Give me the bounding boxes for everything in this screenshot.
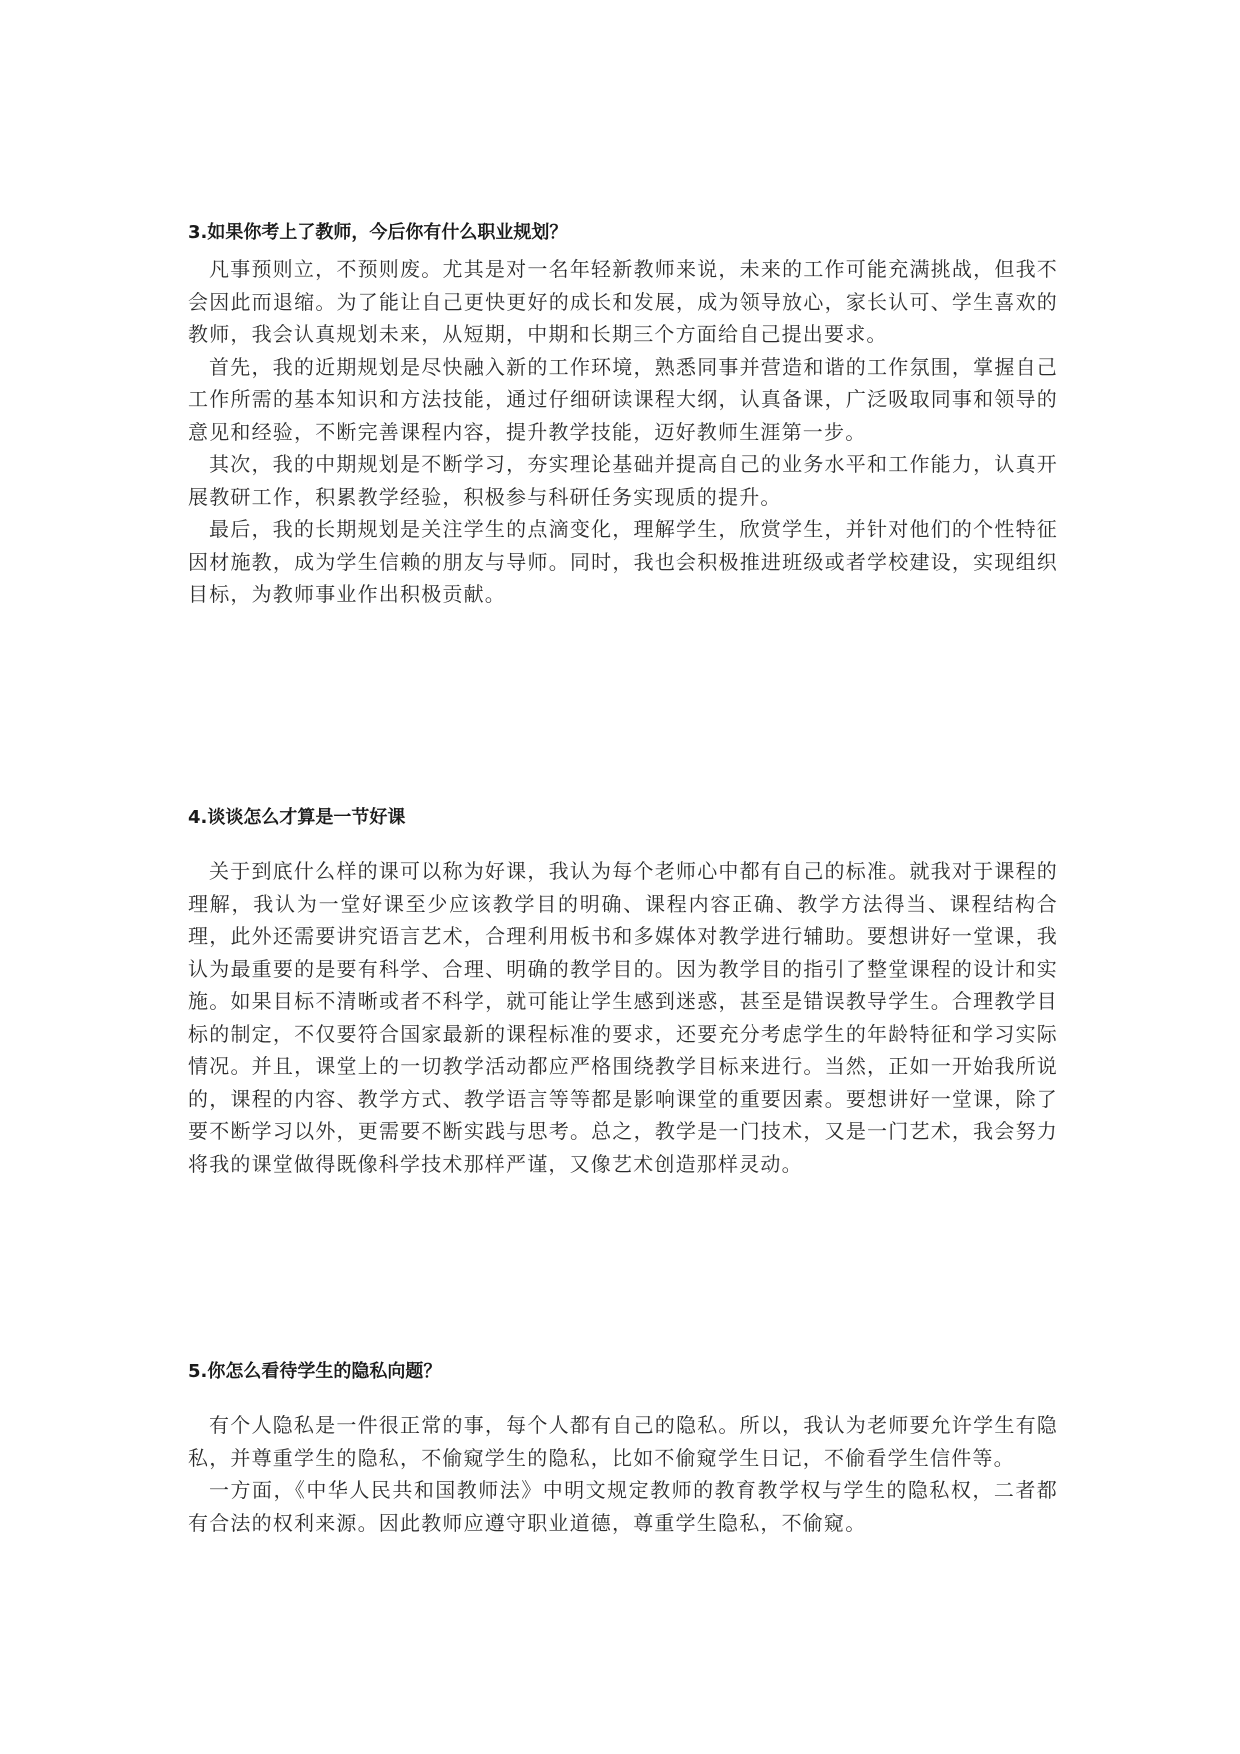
answer-paragraph: 首先，我的近期规划是尽快融入新的工作环境，熟悉同事并营造和谐的工作氛围，掌握自己工作所需的基本知识和方法技能，通过仔细研读课程大纲，认真备课，广泛吸取同事和领导的意见和经验，不断完善课程内容，提升教学技能，迈好教师生涯第一步。 [188, 354, 1058, 444]
answer-paragraph: 关于到底什么样的课可以称为好课，我认为每个老师心中都有自己的标准。就我对于课程的理解，我认为一堂好课至少应该教学目的明确、课程内容正确、教学方法得当、课程结构合理，此外还需要讲究语言艺术，合理利用板书和多媒体对教学进行辅助。要想讲好一堂课，我认为最重要的是要有科学、合理、明确的教学目的。因为教学目的指引了整堂课程的设计和实施。如果目标不清晰或者不科学，就可能让学生感到迷惑，甚至是错误教导学生。合理教学目标的制定，不仅要符合国家最新的课程标准的要求，还要充分考虑学生的年龄特征和学习实际情况。并且，课堂上的一切教学活动都应严格围绕教学目标来进行。当然，正如一开始我所说的，课程的内容、教学方式、教学语言等等都是影响课堂的重要因素。要想讲好一堂课，除了要不断学习以外，更需要不断实践与思考。总之，教学是一门技术，又是一门艺术，我会努力将我的课堂做得既像科学技术那样严谨，又像艺术创造那样灵动。 [188, 859, 1058, 1176]
question-heading: 3.如果你考上了教师，今后你有什么职业规划？ [188, 222, 568, 243]
question-section-5 [188, 1360, 1058, 1539]
answer-body [188, 253, 1058, 611]
answer-paragraph: 其次，我的中期规划是不断学习，夯实理论基础并提高自己的业务水平和工作能力，认真开展教研工作，积累教学经验，积极参与科研任务实现质的提升。 [188, 452, 1058, 509]
answer-body [188, 855, 1058, 1180]
question-heading: 4.谈谈怎么才算是一节好课 [188, 807, 406, 828]
answer-paragraph: 凡事预则立，不预则废。尤其是对一名年轻新教师来说，未来的工作可能充满挑战，但我不会因此而退缩。为了能让自己更快更好的成长和发展，成为领导放心，家长认可、学生喜欢的教师，我会认真规划未来，从短期，中期和长期三个方面给自己提出要求。 [188, 257, 1058, 346]
question-heading: 5.你怎么看待学生的隐私向题？ [188, 1361, 442, 1382]
answer-paragraph: 一方面，《中华人民共和国教师法》中明文规定教师的教育教学权与学生的隐私权，二者都有合法的权利来源。因此教师应遵守职业道德，尊重学生隐私，不偷窥。 [188, 1478, 1058, 1535]
answer-body [188, 1409, 1058, 1539]
answer-paragraph: 最后，我的长期规划是关注学生的点滴变化，理解学生，欣赏学生，并针对他们的个性特征因材施教，成为学生信赖的朋友与导师。同时，我也会积极推进班级或者学校建设，实现组织目标，为教师事业作出积极贡献。 [188, 517, 1058, 606]
question-section-4 [188, 806, 1058, 1180]
question-section-3 [188, 221, 1058, 611]
answer-paragraph: 有个人隐私是一件很正常的事，每个人都有自己的隐私。所以，我认为老师要允许学生有隐私，并尊重学生的隐私，不偷窥学生的隐私，比如不偷窥学生日记，不偷看学生信件等。 [188, 1413, 1058, 1470]
